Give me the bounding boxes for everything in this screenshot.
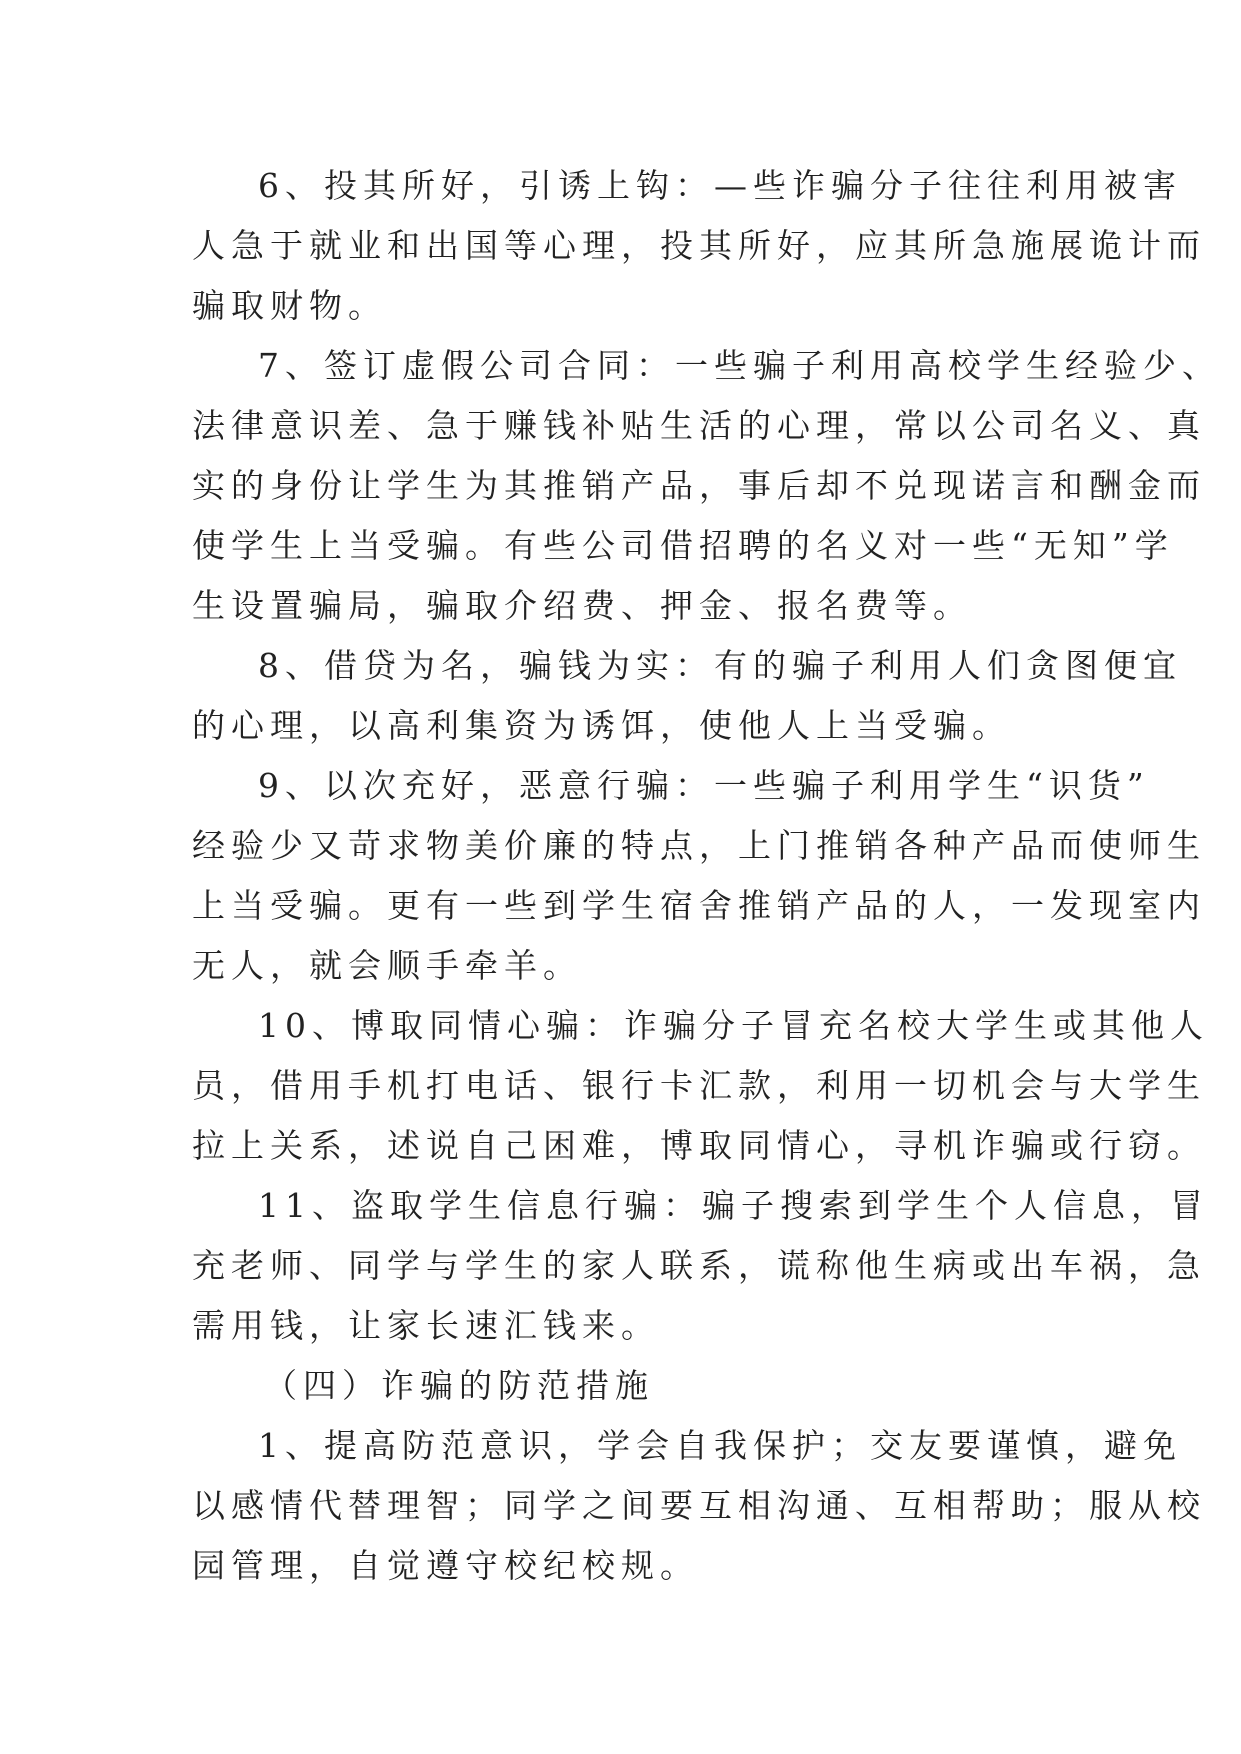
paragraph-7-line-3: 实的身份让学生为其推销产品，事后却不兑现诺言和酬金而 [192, 466, 1206, 505]
paragraph-11-line-3: 需用钱，让家长速汇钱来。 [192, 1306, 660, 1345]
paragraph-9-line-4: 无人，就会顺手牵羊。 [192, 946, 582, 985]
paragraph-7-line-1: 7、签订虚假公司合同：一些骗子利用高校学生经验少、 [258, 346, 1221, 385]
measure-1-line-1: 1、提高防范意识，学会自我保护；交友要谨慎，避免 [258, 1426, 1182, 1465]
paragraph-10-line-3: 拉上关系，述说自己困难，博取同情心，寻机诈骗或行窃。 [192, 1126, 1206, 1165]
paragraph-6-line-3: 骗取财物。 [192, 286, 387, 325]
paragraph-9-line-1: 9、以次充好，恶意行骗：一些骗子利用学生“识货” [258, 766, 1150, 805]
section-heading: （四）诈骗的防范措施 [264, 1366, 654, 1405]
measure-1-line-2: 以感情代替理智；同学之间要互相沟通、互相帮助；服从校 [192, 1486, 1206, 1525]
paragraph-10-line-1: 10、博取同情心骗：诈骗分子冒充名校大学生或其他人 [258, 1006, 1209, 1045]
paragraph-11-line-1: 11、盗取学生信息行骗：骗子搜索到学生个人信息，冒 [258, 1186, 1209, 1225]
measure-1-line-3: 园管理，自觉遵守校纪校规。 [192, 1546, 699, 1585]
paragraph-7-line-2: 法律意识差、急于赚钱补贴生活的心理，常以公司名义、真 [192, 406, 1206, 445]
paragraph-7-line-4: 使学生上当受骗。有些公司借招聘的名义对一些“无知”学 [192, 526, 1174, 565]
paragraph-9-line-3: 上当受骗。更有一些到学生宿舍推销产品的人，一发现室内 [192, 886, 1206, 925]
paragraph-9-line-2: 经验少又苛求物美价廉的特点，上门推销各种产品而使师生 [192, 826, 1206, 865]
paragraph-8-line-1: 8、借贷为名，骗钱为实：有的骗子利用人们贪图便宜 [258, 646, 1182, 685]
paragraph-8-line-2: 的心理，以高利集资为诱饵，使他人上当受骗。 [192, 706, 1011, 745]
paragraph-7-line-5: 生设置骗局，骗取介绍费、押金、报名费等。 [192, 586, 972, 625]
paragraph-10-line-2: 员，借用手机打电话、银行卡汇款，利用一切机会与大学生 [192, 1066, 1206, 1105]
paragraph-6-line-2: 人急于就业和出国等心理，投其所好，应其所急施展诡计而 [192, 226, 1206, 265]
paragraph-6-line-1: 6、投其所好，引诱上钩：—些诈骗分子往往利用被害 [258, 166, 1182, 205]
paragraph-11-line-2: 充老师、同学与学生的家人联系，谎称他生病或出车祸，急 [192, 1246, 1206, 1285]
